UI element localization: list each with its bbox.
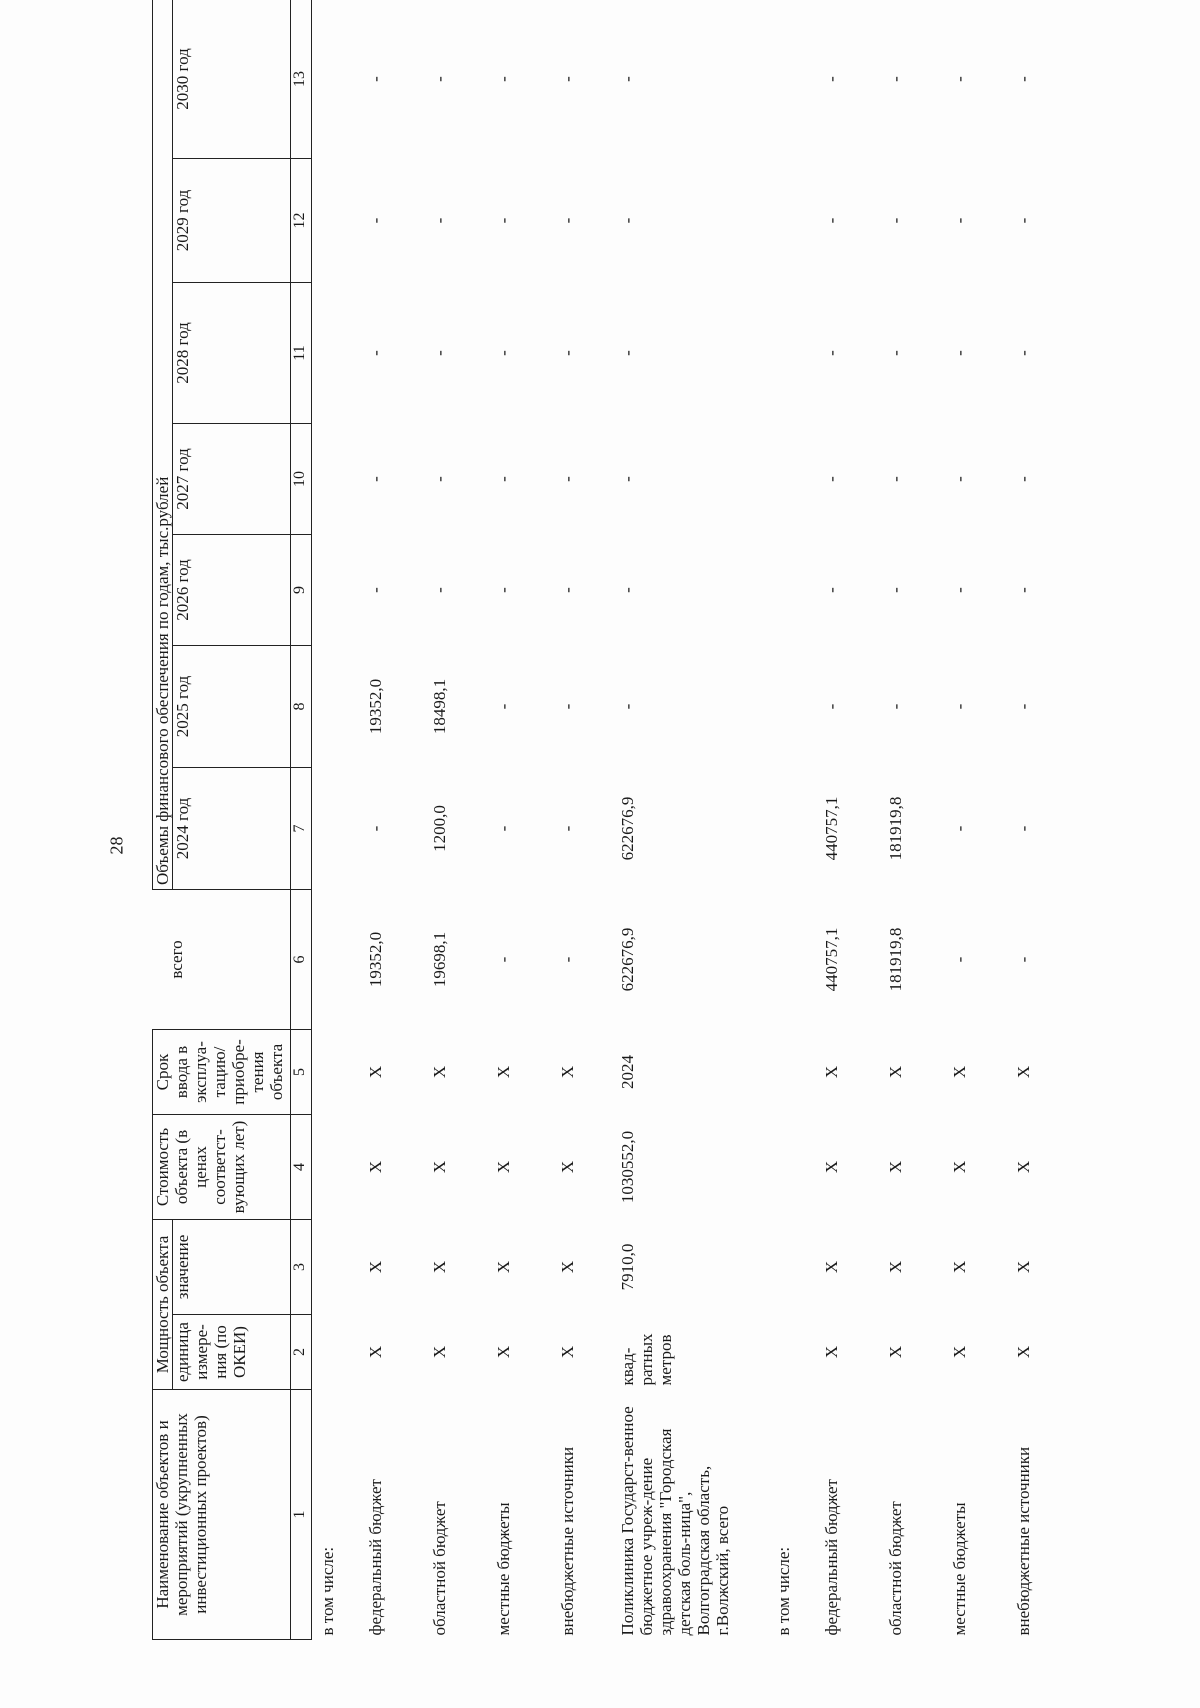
cell-2027: -	[558, 476, 578, 482]
year-2024-header: 2024 год	[173, 768, 291, 890]
col-number: 2	[291, 1315, 312, 1390]
cell-total: -	[1014, 956, 1034, 963]
cell-2030: -	[1014, 76, 1034, 82]
cell-2028: -	[886, 350, 906, 356]
cell-unit: X	[494, 1345, 514, 1359]
col-number: 6	[291, 890, 312, 1030]
row-name: областной бюджет	[430, 1501, 450, 1636]
cell-2030: -	[558, 76, 578, 82]
cell-2029: -	[494, 217, 514, 224]
cell-2029: -	[1014, 217, 1034, 224]
row-name: местные бюджеты	[950, 1502, 970, 1636]
cell-value: X	[1014, 1260, 1034, 1274]
object-total: 622676,9	[618, 927, 638, 992]
cell-unit: X	[558, 1345, 578, 1359]
value-header: значение	[173, 1220, 291, 1315]
cell-2026: -	[886, 587, 906, 593]
cell-unit: X	[430, 1345, 450, 1359]
cell-2027: -	[1014, 476, 1034, 482]
funding-header: Объемы финансового обеспечения по годам, тыс.рублей	[153, 0, 173, 890]
object-2028: -	[618, 350, 638, 356]
cell-2030: -	[366, 76, 386, 82]
cell-2024: -	[950, 825, 970, 832]
object-2029: -	[618, 217, 638, 224]
cell-2030: -	[886, 76, 906, 82]
cell-2028: -	[558, 350, 578, 356]
year-2025-header: 2025 год	[173, 646, 291, 768]
cell-2024: 1200,0	[430, 805, 450, 852]
cell-deadline: X	[494, 1065, 514, 1079]
object-name: Поликлиника Государст-венное бюджетное учреж-дение здравоохранения "Городская детская боль-ница", Волгоградская область, г.Волжский, всего	[618, 1406, 733, 1636]
cell-2029: -	[822, 217, 842, 224]
cell-2026: -	[1014, 587, 1034, 593]
object-deadline: 2024	[618, 1055, 638, 1089]
column-numbers-row	[291, 0, 312, 1640]
object-2025: -	[618, 703, 638, 710]
cell-deadline: X	[366, 1065, 386, 1079]
row-name: федеральный бюджет	[366, 1479, 386, 1636]
section-row	[768, 0, 806, 1640]
cell-total: 19352,0	[366, 931, 386, 988]
cell-cost: X	[886, 1160, 906, 1174]
total-header	[153, 890, 291, 1030]
page-number: 28	[106, 836, 127, 855]
col-number: 4	[291, 1115, 312, 1220]
financing-table	[152, 0, 1062, 1640]
cell-2027: -	[494, 476, 514, 482]
cell-2029: -	[366, 217, 386, 224]
section-label: в том числе:	[318, 1546, 338, 1636]
table-row	[998, 0, 1062, 1640]
cell-2030: -	[950, 76, 970, 82]
object-2030: -	[618, 76, 638, 82]
year-2027-header: 2027 год	[173, 424, 291, 535]
cell-total: 181919,8	[886, 927, 906, 992]
cell-2028: -	[1014, 350, 1034, 356]
year-2026-header: 2026 год	[173, 535, 291, 646]
col-number: 11	[291, 283, 312, 424]
cell-2025: -	[494, 703, 514, 710]
cell-value: X	[430, 1260, 450, 1274]
object-2027: -	[618, 476, 638, 482]
rotated-table-container	[152, 0, 1200, 1640]
table-row	[414, 0, 478, 1640]
cell-cost: X	[1014, 1160, 1034, 1174]
cell-cost: X	[366, 1160, 386, 1174]
cell-total: -	[558, 956, 578, 963]
section-row	[312, 0, 351, 1640]
unit-header: единица измере-ния (по ОКЕИ)	[173, 1315, 291, 1390]
table-row	[350, 0, 414, 1640]
object-row	[606, 0, 768, 1640]
cell-2024: 181919,8	[886, 796, 906, 861]
capacity-header: Мощность объекта	[153, 1220, 173, 1390]
cell-value: X	[558, 1260, 578, 1274]
cell-2027: -	[886, 476, 906, 482]
cell-2025: -	[558, 703, 578, 710]
cell-2030: -	[430, 76, 450, 82]
cell-2024: -	[366, 825, 386, 832]
cell-total: 440757,1	[822, 927, 842, 992]
col-number: 8	[291, 646, 312, 768]
cell-2029: -	[950, 217, 970, 224]
cell-2027: -	[430, 476, 450, 482]
cell-value: X	[494, 1260, 514, 1274]
cell-2030: -	[494, 76, 514, 82]
cell-2024: -	[494, 825, 514, 832]
table-body	[312, 0, 1063, 1640]
cell-2028: -	[430, 350, 450, 356]
object-2024: 622676,9	[618, 796, 638, 861]
cell-2028: -	[950, 350, 970, 356]
table-row	[870, 0, 934, 1640]
cell-2025: 19352,0	[366, 678, 386, 735]
row-name: федеральный бюджет	[822, 1479, 842, 1636]
cell-2030: -	[822, 76, 842, 82]
cell-cost: X	[558, 1160, 578, 1174]
cell-total: -	[950, 956, 970, 963]
total-header-label: всего	[166, 940, 186, 979]
cell-value: X	[886, 1260, 906, 1274]
cell-2027: -	[950, 476, 970, 482]
cell-unit: X	[366, 1345, 386, 1359]
col-number: 10	[291, 424, 312, 535]
cell-total: 19698,1	[430, 931, 450, 988]
year-2028-header: 2028 год	[173, 283, 291, 424]
col-number: 13	[291, 0, 312, 159]
cell-deadline: X	[430, 1065, 450, 1079]
row-name: местные бюджеты	[494, 1502, 514, 1636]
cell-2025: -	[886, 703, 906, 710]
table-row	[934, 0, 998, 1640]
col-number: 3	[291, 1220, 312, 1315]
year-2030-header: 2030 год	[173, 0, 291, 159]
cell-deadline: X	[558, 1065, 578, 1079]
cell-2024: 440757,1	[822, 796, 842, 861]
col-number: 9	[291, 535, 312, 646]
cell-2028: -	[366, 350, 386, 356]
col-name-header: Наименование объектов и мероприятий (укрупненных инвестиционных проектов)	[153, 1390, 291, 1640]
cell-2025: -	[822, 703, 842, 710]
cell-cost: X	[950, 1160, 970, 1174]
cell-total: -	[494, 956, 514, 963]
col-number: 7	[291, 768, 312, 890]
object-cost: 1030552,0	[618, 1130, 638, 1204]
cell-2026: -	[822, 587, 842, 593]
cell-2024: -	[1014, 825, 1034, 832]
row-name: областной бюджет	[886, 1501, 906, 1636]
cell-2026: -	[430, 587, 450, 593]
cell-unit: X	[886, 1345, 906, 1359]
cell-unit: X	[822, 1345, 842, 1359]
cell-cost: X	[494, 1160, 514, 1174]
col-number: 5	[291, 1030, 312, 1115]
table-header	[153, 0, 312, 1640]
cell-2025: 18498,1	[430, 678, 450, 735]
cell-unit: X	[950, 1345, 970, 1359]
object-unit: квад-ратных метров	[618, 1333, 676, 1386]
cell-value: X	[822, 1260, 842, 1274]
cell-2028: -	[822, 350, 842, 356]
cell-unit: X	[1014, 1345, 1034, 1359]
table-row	[542, 0, 606, 1640]
cell-value: X	[950, 1260, 970, 1274]
object-value: 7910,0	[618, 1243, 638, 1291]
cell-2025: -	[1014, 703, 1034, 710]
cell-2029: -	[886, 217, 906, 224]
table-row	[806, 0, 870, 1640]
section-label: в том числе:	[774, 1546, 794, 1636]
cell-2026: -	[366, 587, 386, 593]
cell-value: X	[366, 1260, 386, 1274]
cell-2024: -	[558, 825, 578, 832]
table-row	[478, 0, 542, 1640]
cost-header: Стоимость объекта (в ценах соответст-вующих лет)	[153, 1115, 291, 1220]
col-number: 12	[291, 159, 312, 283]
cell-deadline: X	[822, 1065, 842, 1079]
deadline-header: Срок ввода в эксплуа-тацию/ приобре-тения объекта	[153, 1030, 291, 1115]
cell-2026: -	[950, 587, 970, 593]
row-name: внебюджетные источники	[1014, 1446, 1034, 1636]
cell-2029: -	[430, 217, 450, 224]
year-2029-header: 2029 год	[173, 159, 291, 283]
col-number: 1	[291, 1390, 312, 1640]
cell-cost: X	[822, 1160, 842, 1174]
cell-2027: -	[822, 476, 842, 482]
row-name: внебюджетные источники	[558, 1446, 578, 1636]
cell-2026: -	[494, 587, 514, 593]
cell-deadline: X	[886, 1065, 906, 1079]
cell-2029: -	[558, 217, 578, 224]
object-2026: -	[618, 587, 638, 593]
cell-2027: -	[366, 476, 386, 482]
cell-2026: -	[558, 587, 578, 593]
cell-deadline: X	[950, 1065, 970, 1079]
cell-deadline: X	[1014, 1065, 1034, 1079]
cell-cost: X	[430, 1160, 450, 1174]
cell-2025: -	[950, 703, 970, 710]
cell-2028: -	[494, 350, 514, 356]
